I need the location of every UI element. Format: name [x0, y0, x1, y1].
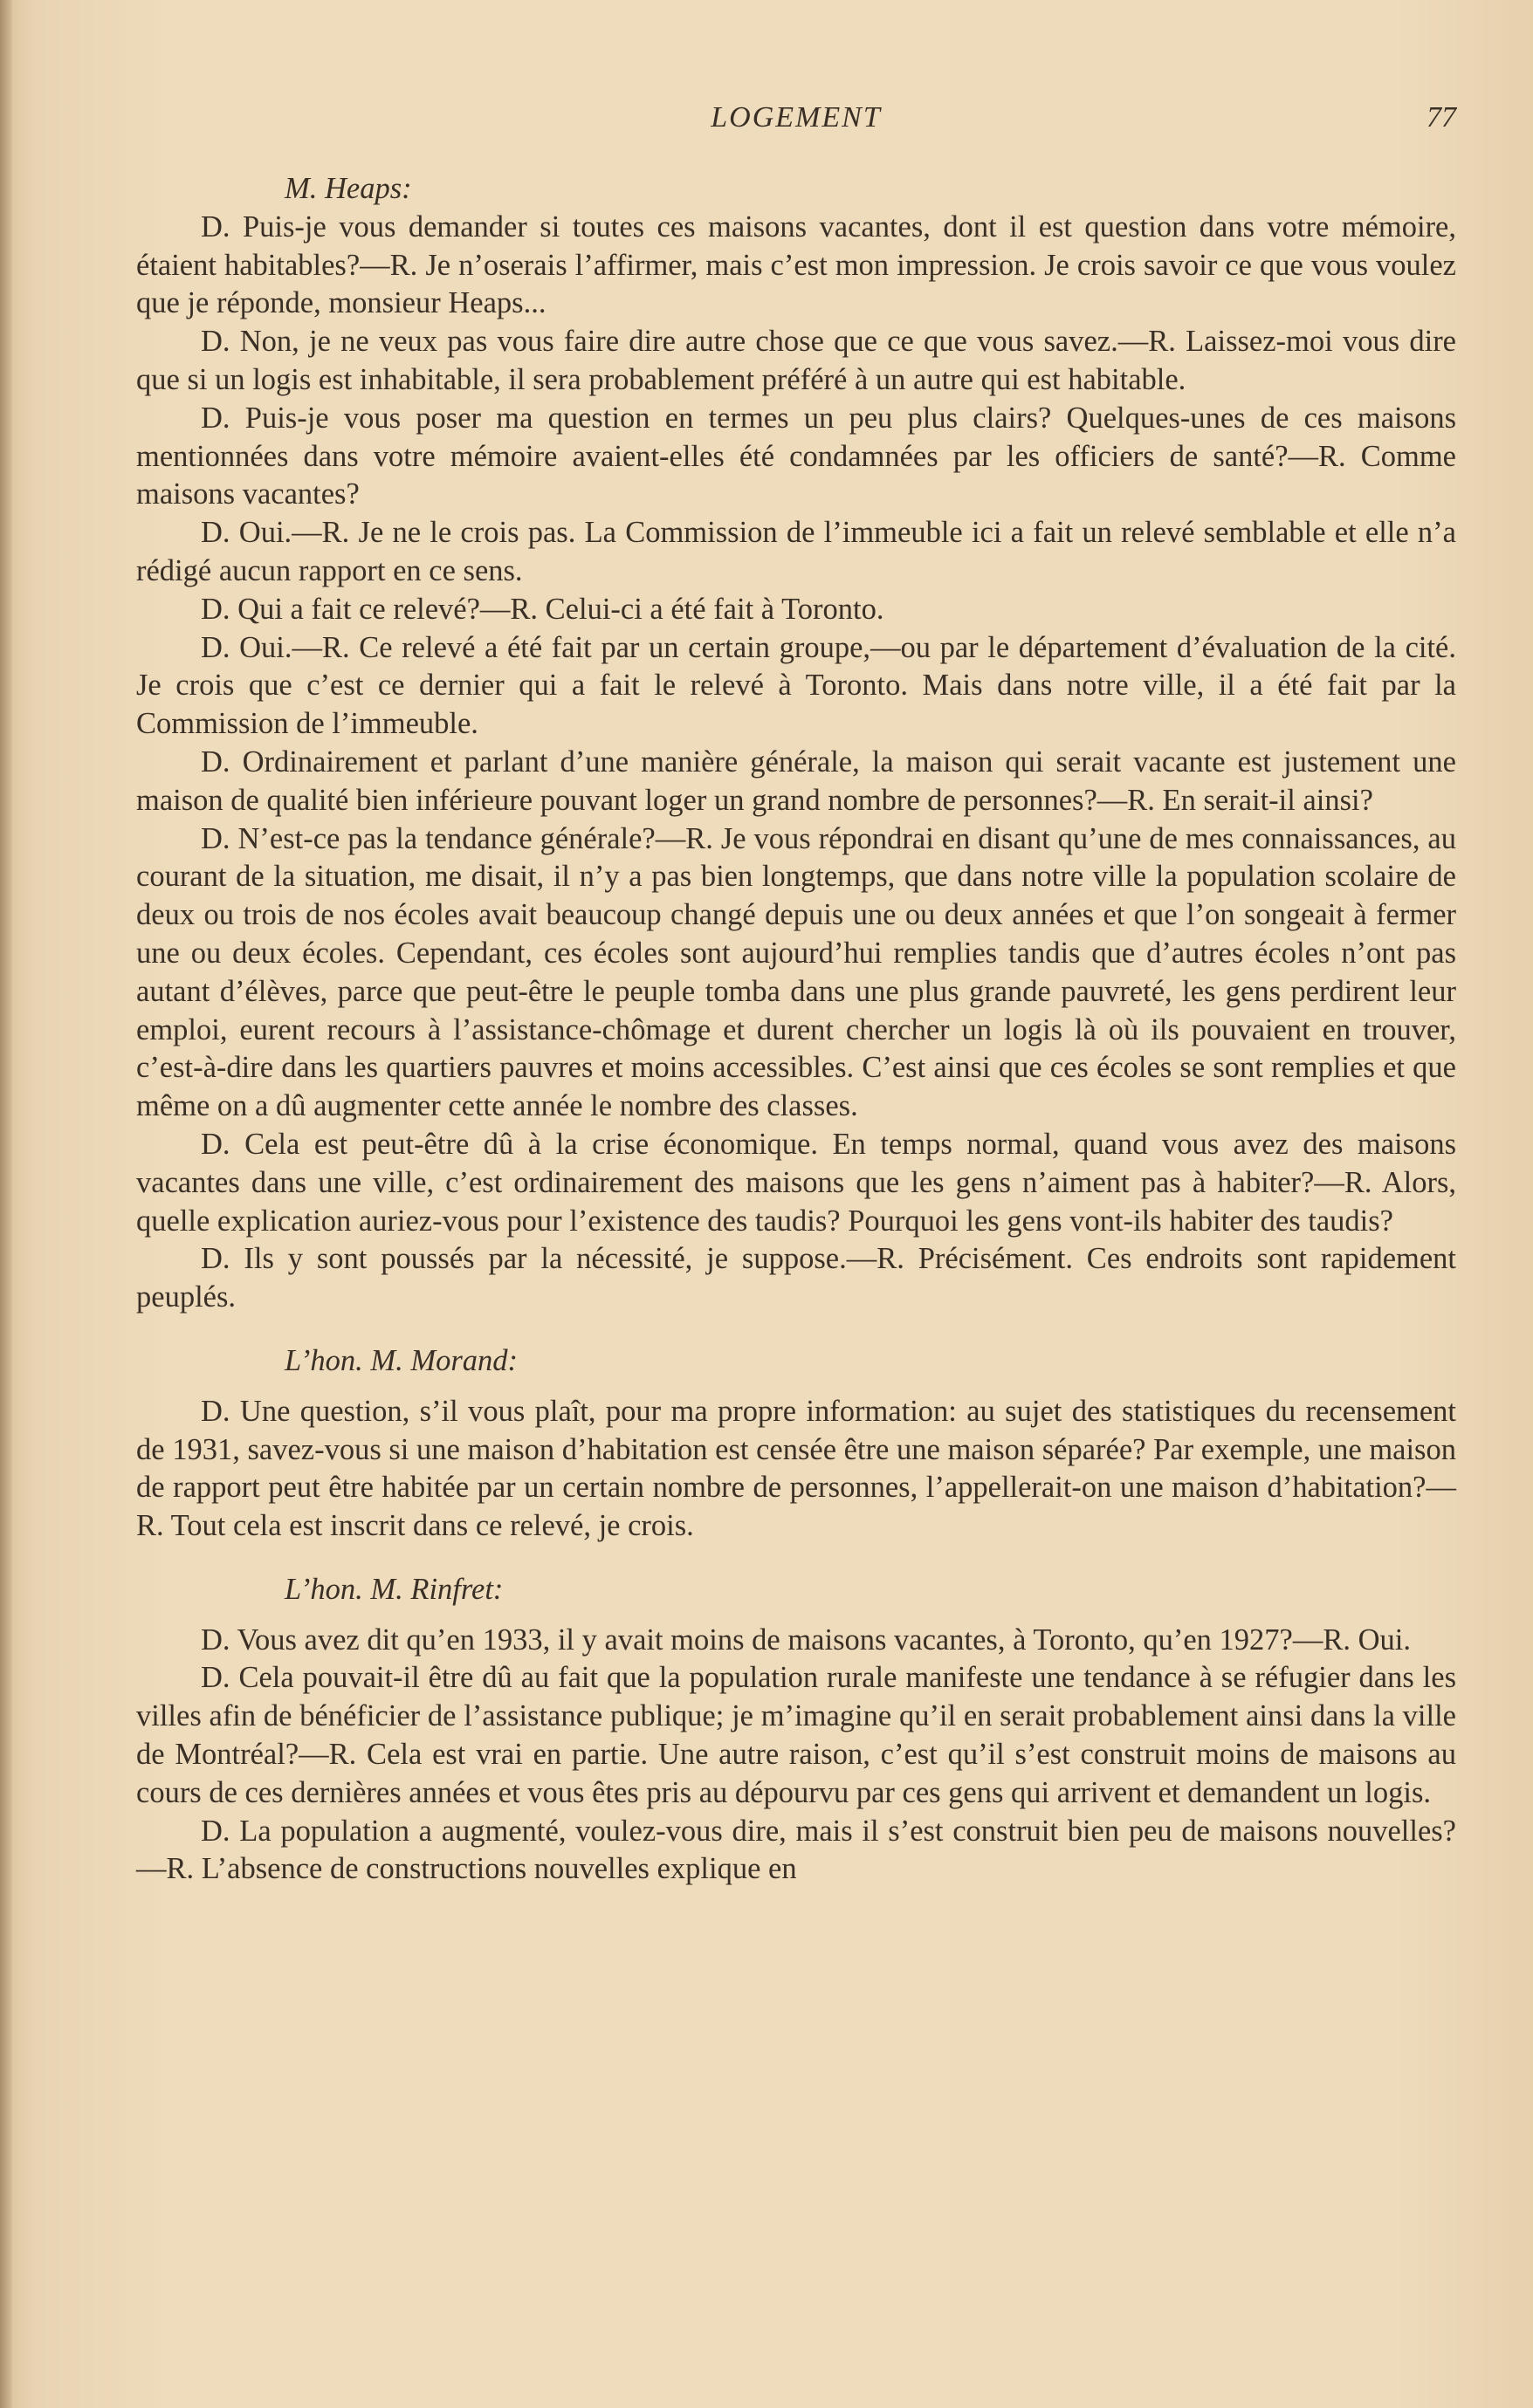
dialogue-paragraph: D. Une question, s’il vous plaît, pour ma propre information: au sujet des statistiques du recensement de 1931, savez-vous si une maison d’habitation est censée être une maison séparée? Par exemple, une maison de rapport peut être habitée par un certain nombre de personnes, l’appellerait-on une maison d’habitation?—R. Tout cela est inscrit dans ce relevé, je crois.: [136, 1394, 1456, 1543]
dialogue-paragraph: D. Cela pouvait-il être dû au fait que la population rurale manifeste une tendance à se réfugier dans les villes afin de bénéficier de l’assistance publique; je m’imagine qu’il en serait probablement ainsi dans la ville de Montréal?—R. Cela est vrai en partie. Une autre raison, c’est qu’il s’est construit moins de maisons au cours de ces dernières années et vous êtes pris au dépourvu par ces gens qui arrivent et demandent un logis.: [136, 1661, 1456, 1809]
running-title: LOGEMENT: [711, 101, 882, 134]
dialogue-paragraph: D. Puis-je vous poser ma question en termes un peu plus clairs? Quelques-unes de ces maisons mentionnées dans votre mémoire avaient-elles été condamnées par les officiers de santé?—R. Comme maisons vacantes?: [136, 401, 1456, 511]
dialogue-paragraph: D. Qui a fait ce relevé?—R. Celui-ci a été fait à Toronto.: [201, 592, 884, 626]
page-number: 77: [1426, 101, 1456, 134]
dialogue-paragraph: D. Non, je ne veux pas vous faire dire autre chose que ce que vous savez.—R. Laissez-moi vous dire que si un logis est inhabitable, il sera probablement préféré à un autre qui est habitable.: [136, 325, 1456, 396]
running-header: [136, 101, 1456, 140]
dialogue-paragraph: D. Vous avez dit qu’en 1933, il y avait moins de maisons vacantes, à Toronto, qu’en 1927?—R. Oui.: [201, 1622, 1411, 1657]
speaker-heading: L’hon. M. Morand:: [285, 1343, 519, 1377]
dialogue-paragraph: D. Puis-je vous demander si toutes ces maisons vacantes, dont il est question dans votre mémoire, étaient habitables?—R. Je n’oserais l’affirmer, mais c’est mon impression. Je crois savoir ce que vous voulez que je réponde, monsieur Heaps...: [136, 209, 1456, 320]
dialogue-paragraph: D. Ils y sont poussés par la nécessité, je suppose.—R. Précisément. Ces endroits sont rapidement peuplés.: [136, 1242, 1456, 1314]
dialogue-paragraph: D. Cela est peut-être dû à la crise économique. En temps normal, quand vous avez des maisons vacantes dans une ville, c’est ordinairement des maisons que les gens n’aiment pas à habiter?—R. Alors, quelle explication auriez-vous pour l’existence des taudis? Pourquoi les gens vont-ils habiter des taudis?: [136, 1127, 1456, 1238]
dialogue-paragraph: D. La population a augmenté, voulez-vous dire, mais il s’est construit bien peu de maisons nouvelles?—R. L’absence de constructions nouvelles explique en: [136, 1814, 1456, 1886]
dialogue-paragraph: D. Oui.—R. Je ne le crois pas. La Commission de l’immeuble ici a fait un relevé semblable et elle n’a rédigé aucun rapport en ce sens.: [136, 516, 1456, 587]
speaker-heading: M. Heaps:: [285, 172, 412, 205]
page-spine-edge: [0, 0, 12, 2408]
dialogue-paragraph: D. Ordinairement et parlant d’une manière générale, la maison qui serait vacante est justement une maison de qualité bien inférieure pouvant loger un grand nombre de personnes?—R. En serait-il ainsi?: [136, 744, 1456, 817]
dialogue-paragraph: D. Oui.—R. Ce relevé a été fait par un certain groupe,—ou par le département d’évaluation de la cité. Je crois que c’est ce dernier qui a fait le relevé à Toronto. Mais dans notre ville, il a été fait par la Commission de l’immeuble.: [136, 630, 1456, 741]
transcript-body: [136, 170, 1456, 1889]
speaker-heading: L’hon. M. Rinfret:: [285, 1572, 504, 1606]
dialogue-paragraph: D. N’est-ce pas la tendance générale?—R. Je vous répondrai en disant qu’une de mes connaissances, au courant de la situation, me disait, il n’y a pas bien longtemps, que dans notre ville la population scolaire de deux ou trois de nos écoles avait beaucoup changé depuis une ou deux années et que l’on songeait à fermer une ou deux écoles. Cependant, ces écoles sont aujourd’hui remplies tandis que d’autres écoles n’ont pas autant d’élèves, parce que peut-être le peuple tomba dans une plus grande pauvreté, les gens perdirent leur emploi, eurent recours à l’assistance-chômage et durent chercher un logis là où ils pouvaient en trouver, c’est-à-dire dans les quartiers pauvres et moins accessibles. C’est ainsi que ces écoles se sont remplies et que même on a dû augmenter cette année le nombre des classes.: [136, 821, 1456, 1123]
